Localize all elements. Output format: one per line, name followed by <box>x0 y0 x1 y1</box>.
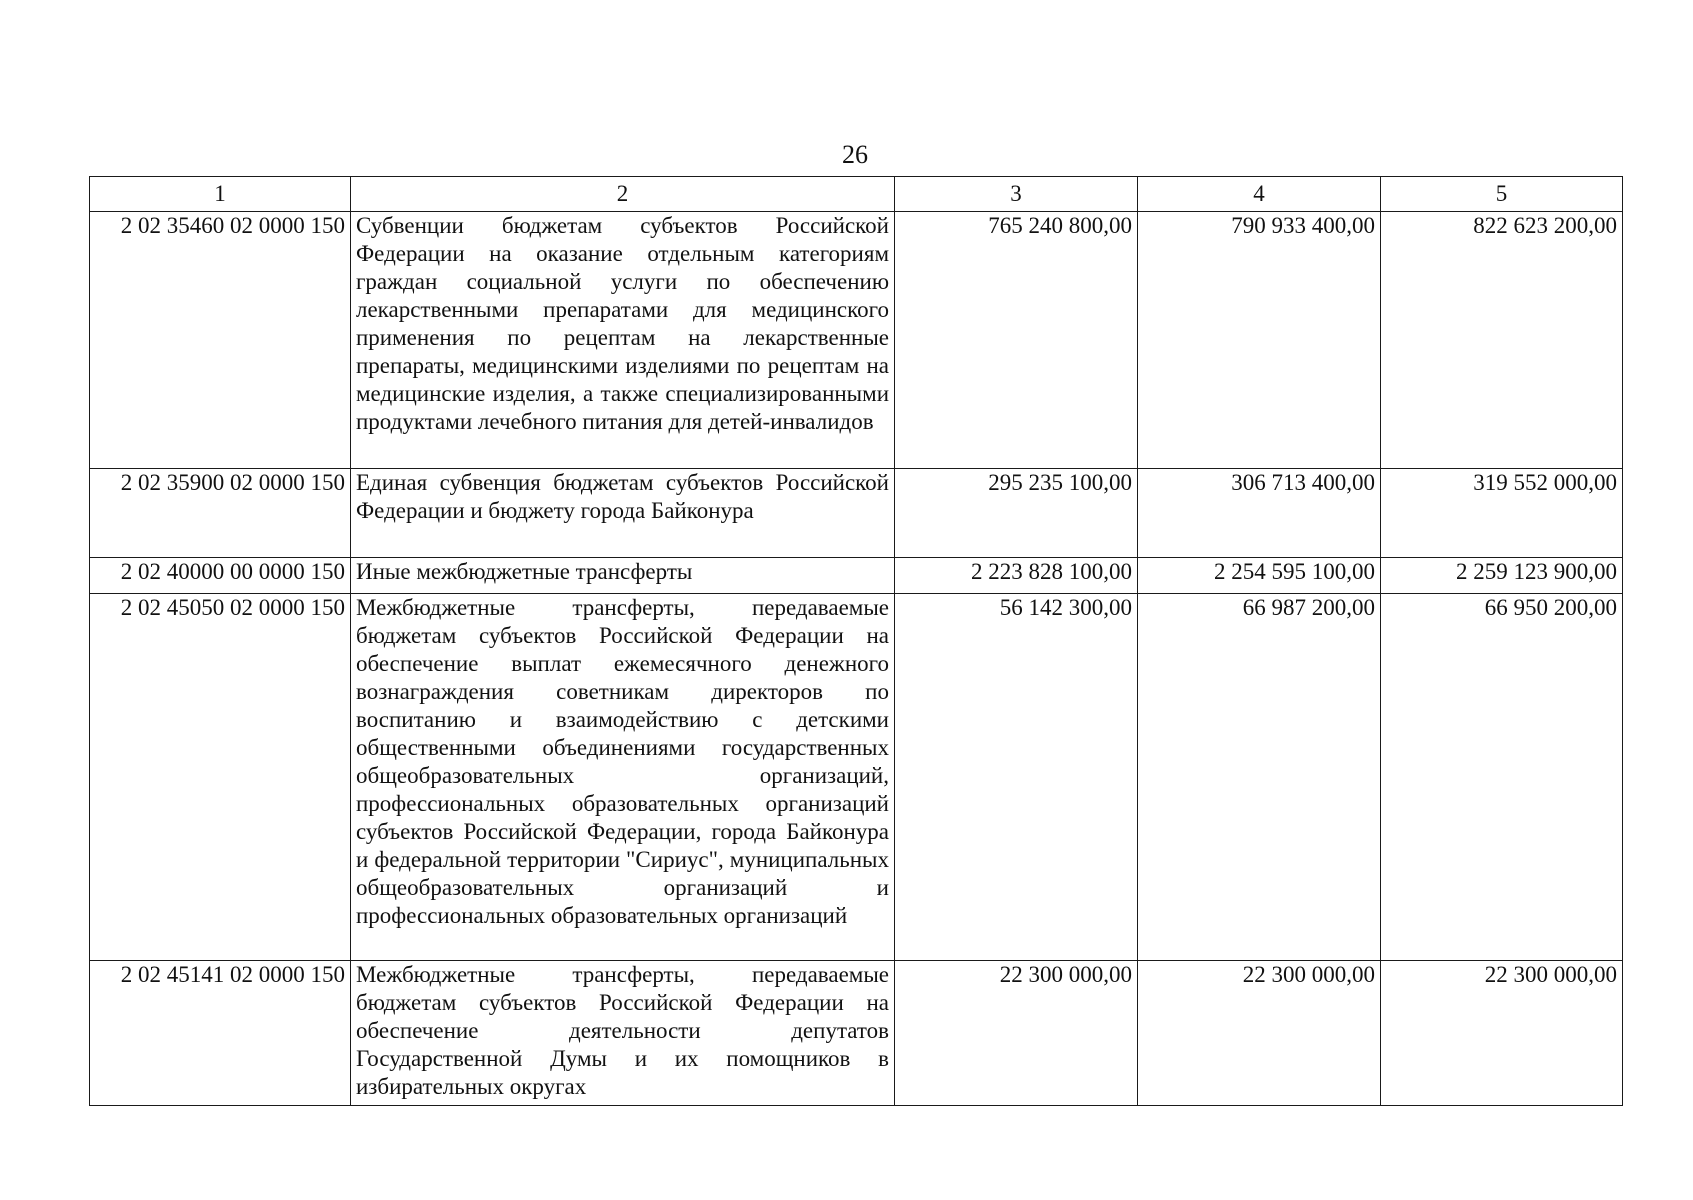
amount-col5-cell: 22 300 000,00 <box>1381 961 1623 1106</box>
amount-col3-cell: 765 240 800,00 <box>895 212 1138 469</box>
column-number-header-row <box>90 177 1623 212</box>
revenue-name-cell: Субвенции бюджетам субъектов Российской Федерации на оказание отдельным категориям граждан социальной услуги по обеспечению лекарственными препаратами для медицинского применения по рецептам на лекарственные препараты, медицинскими изделиями по рецептам на медицинские изделия, а также специализированными продуктами лечебного питания для детей-инвалидов <box>351 212 895 469</box>
table-row <box>90 558 1623 594</box>
amount-col4-cell: 790 933 400,00 <box>1138 212 1381 469</box>
budget-code-cell: 2 02 45141 02 0000 150 <box>90 961 351 1106</box>
amount-col3-cell: 2 223 828 100,00 <box>895 558 1138 594</box>
table-row <box>90 961 1623 1106</box>
amount-col5-cell: 822 623 200,00 <box>1381 212 1623 469</box>
amount-col4-cell: 22 300 000,00 <box>1138 961 1381 1106</box>
column-header-3: 3 <box>895 177 1138 212</box>
amount-col4-cell: 66 987 200,00 <box>1138 594 1381 961</box>
amount-col5-cell: 2 259 123 900,00 <box>1381 558 1623 594</box>
column-header-4: 4 <box>1138 177 1381 212</box>
budget-code-cell: 2 02 45050 02 0000 150 <box>90 594 351 961</box>
table-row <box>90 594 1623 961</box>
amount-col3-cell: 22 300 000,00 <box>895 961 1138 1106</box>
budget-table <box>89 176 1623 1106</box>
amount-col4-cell: 306 713 400,00 <box>1138 469 1381 558</box>
page-number: 26 <box>842 140 868 169</box>
revenue-name-cell: Межбюджетные трансферты, передаваемые бюджетам субъектов Российской Федерации на обеспечение деятельности депутатов Государственной Думы и их помощников в избирательных округах <box>351 961 895 1106</box>
amount-col3-cell: 56 142 300,00 <box>895 594 1138 961</box>
amount-col5-cell: 319 552 000,00 <box>1381 469 1623 558</box>
table-row <box>90 469 1623 558</box>
amount-col3-cell: 295 235 100,00 <box>895 469 1138 558</box>
budget-code-cell: 2 02 35460 02 0000 150 <box>90 212 351 469</box>
budget-code-cell: 2 02 40000 00 0000 150 <box>90 558 351 594</box>
amount-col5-cell: 66 950 200,00 <box>1381 594 1623 961</box>
column-header-2: 2 <box>351 177 895 212</box>
column-header-1: 1 <box>90 177 351 212</box>
revenue-name-cell: Иные межбюджетные трансферты <box>351 558 895 594</box>
table-row <box>90 212 1623 469</box>
column-header-5: 5 <box>1381 177 1623 212</box>
amount-col4-cell: 2 254 595 100,00 <box>1138 558 1381 594</box>
budget-code-cell: 2 02 35900 02 0000 150 <box>90 469 351 558</box>
revenue-name-cell: Межбюджетные трансферты, передаваемые бюджетам субъектов Российской Федерации на обеспечение выплат ежемесячного денежного вознаграждения советникам директоров по воспитанию и взаимодействию с детскими общественными объединениями государственных общеобразовательных организаций, профессиональных образовательных организаций субъектов Российской Федерации, города Байконура и федеральной территории "Сириус", муниципальных общеобразовательных организаций и профессиональных образовательных организаций <box>351 594 895 961</box>
revenue-name-cell: Единая субвенция бюджетам субъектов Российской Федерации и бюджету города Байконура <box>351 469 895 558</box>
